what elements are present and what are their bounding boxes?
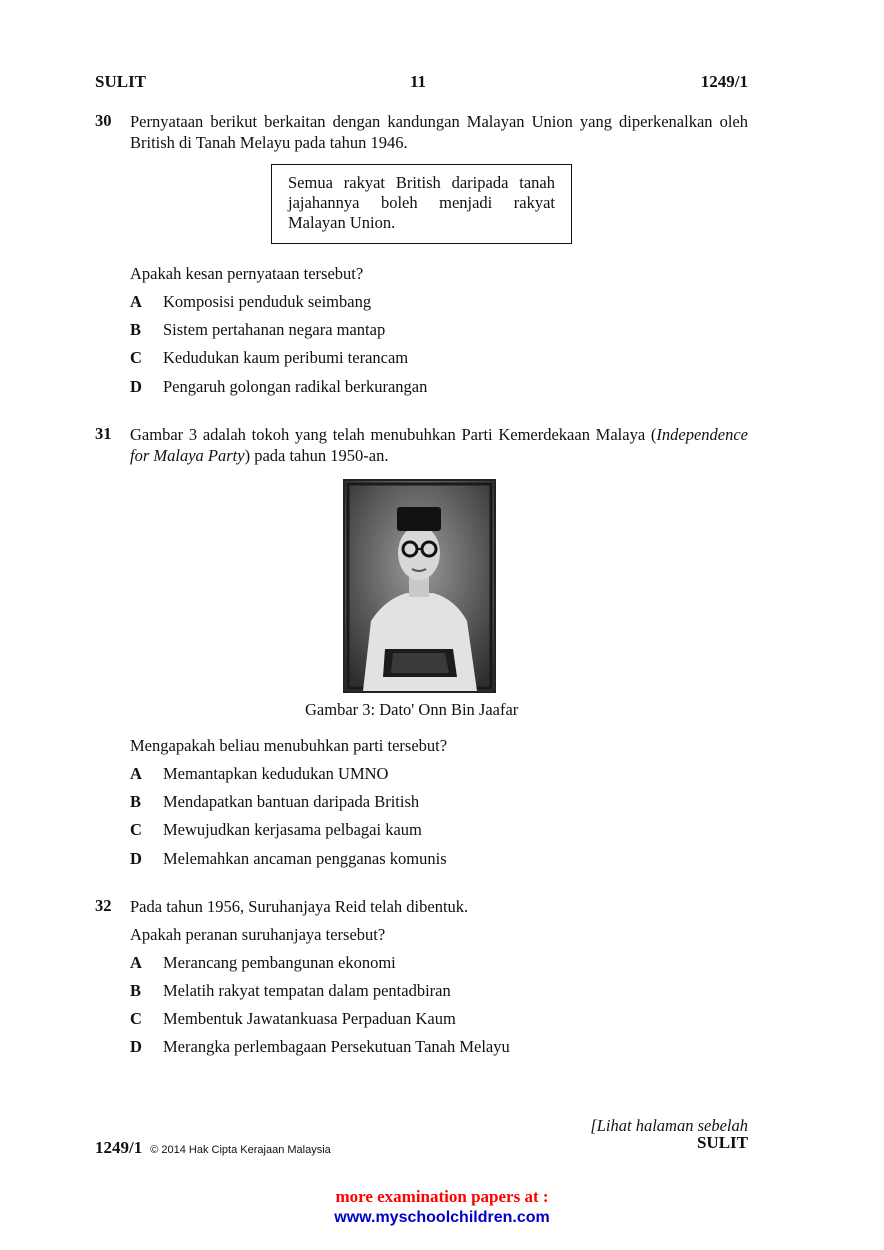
q32-question: Apakah peranan suruhanjaya tersebut?	[130, 925, 386, 944]
q31-stem	[130, 424, 748, 466]
q30-stem: Pernyataan berikut berkaitan dengan kandungan Malayan Union yang diperkenalkan oleh British di Tanah Melayu pada tahun 1946.	[130, 112, 748, 152]
q32-option-a[interactable]	[130, 953, 396, 973]
option-text: Membentuk Jawatankuasa Perpaduan Kaum	[163, 1009, 456, 1028]
q32-option-b[interactable]	[130, 981, 451, 1001]
promo-link[interactable]: www.myschoolchildren.com	[334, 1209, 550, 1226]
q32-number: 32	[95, 896, 112, 915]
q31-number: 31	[95, 424, 112, 443]
footer-code-line	[95, 1138, 331, 1158]
option-text: Komposisi penduduk seimbang	[163, 292, 372, 311]
q31-stem-part2: ) pada tahun 1950-an.	[244, 446, 389, 465]
q32-option-c[interactable]	[130, 1009, 456, 1029]
footer-sulit: SULIT	[696, 1133, 748, 1152]
option-letter: D	[130, 849, 142, 868]
option-text: Merangka perlembagaan Persekutuan Tanah Melayu	[163, 1037, 510, 1056]
q30-option-c[interactable]	[130, 348, 408, 368]
option-text: Melemahkan ancaman pengganas komunis	[163, 849, 447, 868]
q32-stem: Pada tahun 1956, Suruhanjaya Reid telah dibentuk.	[130, 897, 469, 916]
option-letter: C	[130, 820, 142, 839]
header-left: SULIT	[95, 72, 147, 91]
q30-option-a[interactable]	[130, 292, 371, 312]
option-letter: C	[130, 1009, 142, 1028]
option-letter: A	[130, 953, 142, 972]
option-text: Merancang pembangunan ekonomi	[163, 953, 396, 972]
option-letter: D	[130, 1037, 142, 1056]
option-text: Pengaruh golongan radikal berkurangan	[163, 377, 428, 396]
option-letter: B	[130, 981, 142, 1000]
paper-code: 1249/1	[700, 72, 748, 91]
q30-option-d[interactable]	[130, 377, 427, 397]
portrait-illustration	[345, 481, 494, 691]
option-text: Memantapkan kedudukan UMNO	[163, 764, 389, 783]
q31-option-d[interactable]	[130, 849, 447, 869]
q30-question: Apakah kesan pernyataan tersebut?	[130, 264, 364, 283]
next-page-note: [Lihat halaman sebelah	[590, 1116, 748, 1135]
q30-statement-box	[271, 164, 572, 244]
q31-stem-italic: Independence for Malaya Party	[130, 425, 748, 465]
q31-stem-part1: Gambar 3 adalah tokoh yang telah menubuhkan Parti Kemerdekaan Malaya (	[130, 425, 657, 444]
q30-number: 30	[95, 111, 112, 130]
page-number: 11	[410, 72, 427, 91]
q31-question: Mengapakah beliau menubuhkan parti tersebut?	[130, 736, 448, 755]
option-text: Sistem pertahanan negara mantap	[163, 320, 386, 339]
option-letter: B	[130, 792, 142, 811]
promo-text: more examination papers at :	[335, 1187, 549, 1206]
photo-caption: Gambar 3: Dato' Onn Bin Jaafar	[305, 700, 519, 719]
option-letter: A	[130, 292, 142, 311]
option-text: Melatih rakyat tempatan dalam pentadbiran	[163, 981, 451, 1000]
q31-option-a[interactable]	[130, 764, 388, 784]
option-letter: A	[130, 764, 142, 783]
q30-option-b[interactable]	[130, 320, 385, 340]
footer-code: 1249/1	[95, 1138, 143, 1157]
option-text: Mewujudkan kerjasama pelbagai kaum	[163, 820, 422, 839]
option-letter: D	[130, 377, 142, 396]
option-letter: B	[130, 320, 142, 339]
q30-statement-text: Semua rakyat British daripada tanah jajahannya boleh menjadi rakyat Malayan Union.	[288, 173, 555, 232]
option-letter: C	[130, 348, 142, 367]
q32-option-d[interactable]	[130, 1037, 510, 1057]
copyright-notice: © 2014 Hak Cipta Kerajaan Malaysia	[150, 1144, 331, 1156]
option-text: Mendapatkan bantuan daripada British	[163, 792, 420, 811]
q31-option-b[interactable]	[130, 792, 419, 812]
option-text: Kedudukan kaum peribumi terancam	[163, 348, 409, 367]
portrait-photo	[343, 479, 496, 693]
q31-option-c[interactable]	[130, 820, 422, 840]
